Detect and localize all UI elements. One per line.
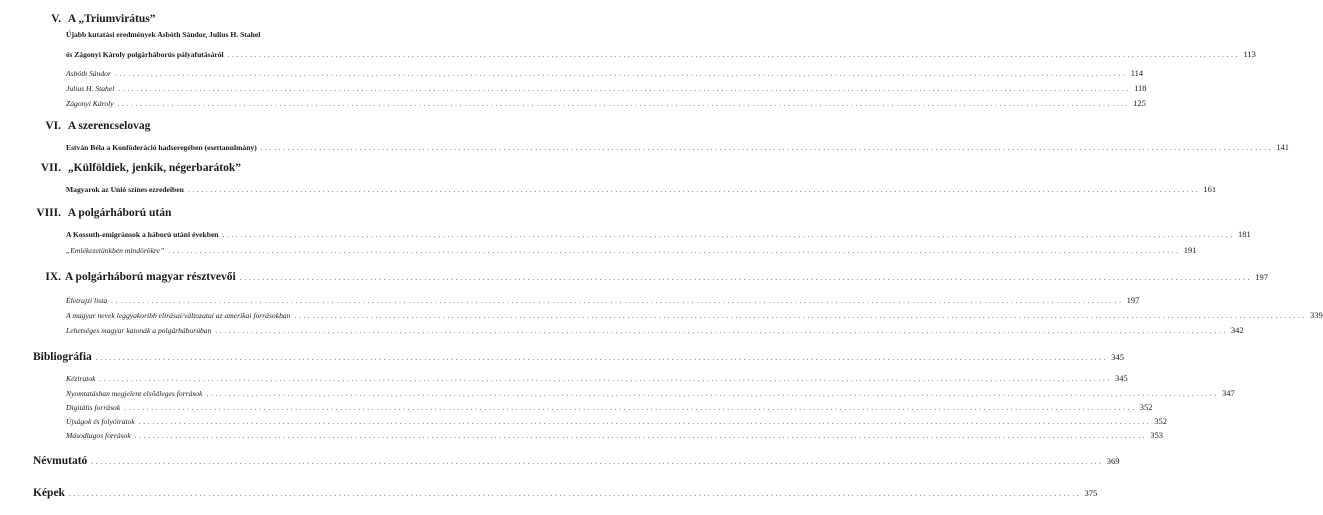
page-number: 113 <box>1243 49 1256 59</box>
chapter-title: „Külföldiek, jenkik, négerbarátok” <box>67 162 242 174</box>
page-number: 197 <box>1255 272 1268 282</box>
entry-title: Újságok és folyóiratok <box>66 417 135 426</box>
chapter-title: A „Triumvirátus” <box>67 13 156 25</box>
leader-dots <box>188 179 1198 197</box>
chapter-heading <box>33 207 171 219</box>
toc-entry[interactable] <box>66 240 1197 258</box>
entry-title: Nyomtatásban megjelent elsődleges források <box>66 389 203 398</box>
entry-title: A Kossuth-emigránsok a háború utáni években <box>66 230 219 239</box>
section-title: Bibliográfia <box>33 351 92 363</box>
chapter-heading <box>33 162 241 174</box>
chapter-heading[interactable] <box>33 267 1268 285</box>
entry-title: Asbóth Sándor <box>66 69 111 78</box>
page-number: 339 <box>1309 310 1323 320</box>
leader-dots <box>261 137 1271 155</box>
chapter-number: VIII. <box>36 207 61 219</box>
page-number: 125 <box>1133 98 1146 108</box>
entry-title: Julius H. Stahel <box>66 84 115 93</box>
entry-title: Kéziratok <box>66 374 96 383</box>
entry-title: Magyarok az Unió színes ezredeiben <box>66 185 184 194</box>
entry-title: A magyar nevek leggyakoribb elírásai/változatai az amerikai forrásokban <box>66 311 291 320</box>
page-number: 141 <box>1276 142 1290 152</box>
toc-entry[interactable] <box>66 137 1290 155</box>
page-number: 345 <box>1115 373 1128 383</box>
toc-entry[interactable] <box>66 93 1146 111</box>
page-number: 352 <box>1139 402 1153 412</box>
leader-dots <box>69 483 1079 501</box>
page-number: 352 <box>1154 416 1168 426</box>
entry-title: Digitális források <box>66 403 121 412</box>
toc-section-bibliography[interactable] <box>33 347 1125 365</box>
page-number: 191 <box>1183 245 1197 255</box>
chapter-number: IX. <box>45 271 61 283</box>
toc-entry[interactable] <box>66 320 1244 338</box>
leader-dots <box>168 240 1178 258</box>
leader-dots <box>135 425 1145 443</box>
section-title: Képek <box>33 487 65 499</box>
page-number: 347 <box>1221 388 1235 398</box>
page-number: 118 <box>1134 83 1147 93</box>
page-number: 161 <box>1203 184 1217 194</box>
page-number: 181 <box>1238 229 1251 239</box>
page-number: 353 <box>1150 430 1164 440</box>
page-number: 375 <box>1084 488 1098 498</box>
chapter-number: VI. <box>45 120 61 132</box>
leader-dots <box>96 347 1106 365</box>
entry-title: Zágonyi Károly <box>66 99 114 108</box>
entry-title: Másodlagos források <box>66 431 131 440</box>
page-number: 114 <box>1130 68 1144 78</box>
chapter-heading <box>33 120 150 132</box>
leader-dots <box>91 451 1101 469</box>
leader-dots <box>215 320 1225 338</box>
toc-section-images[interactable] <box>33 483 1098 501</box>
toc-section-index[interactable] <box>33 451 1120 469</box>
entry-title: „Emlékezetünkben mindörökre” <box>66 246 165 255</box>
toc-entry[interactable] <box>66 44 1256 62</box>
toc-entry[interactable] <box>66 179 1217 197</box>
chapter-title: A polgárháború magyar résztvevői <box>65 271 236 283</box>
chapter-number: V. <box>51 13 61 25</box>
chapter-title: A polgárháború után <box>67 207 172 219</box>
leader-dots <box>228 44 1238 62</box>
page-number: 197 <box>1126 295 1140 305</box>
chapter-number: VII. <box>40 162 61 174</box>
leader-dots <box>240 267 1250 285</box>
page-number: 342 <box>1230 325 1244 335</box>
chapter-heading <box>33 13 156 25</box>
entry-title: Estván Béla a Konföderáció hadseregében (esettanulmány) <box>66 143 257 152</box>
section-title: Névmutató <box>33 455 88 467</box>
chapter-title: A szerencselovag <box>67 120 151 132</box>
page-number: 345 <box>1111 352 1125 362</box>
chapter-subtitle: Újabb kutatási eredmények Asbóth Sándor, Julius H. Stahel <box>66 30 261 39</box>
entry-title: Lehetséges magyar katonák a polgárháborúban <box>66 326 212 335</box>
leader-dots <box>118 93 1128 111</box>
entry-title: Életrajzi lista <box>66 296 108 305</box>
toc-entry[interactable] <box>66 425 1164 443</box>
page-number: 369 <box>1106 456 1120 466</box>
entry-title: és Zágonyi Károly polgárháborús pályafutásáról <box>66 50 224 59</box>
